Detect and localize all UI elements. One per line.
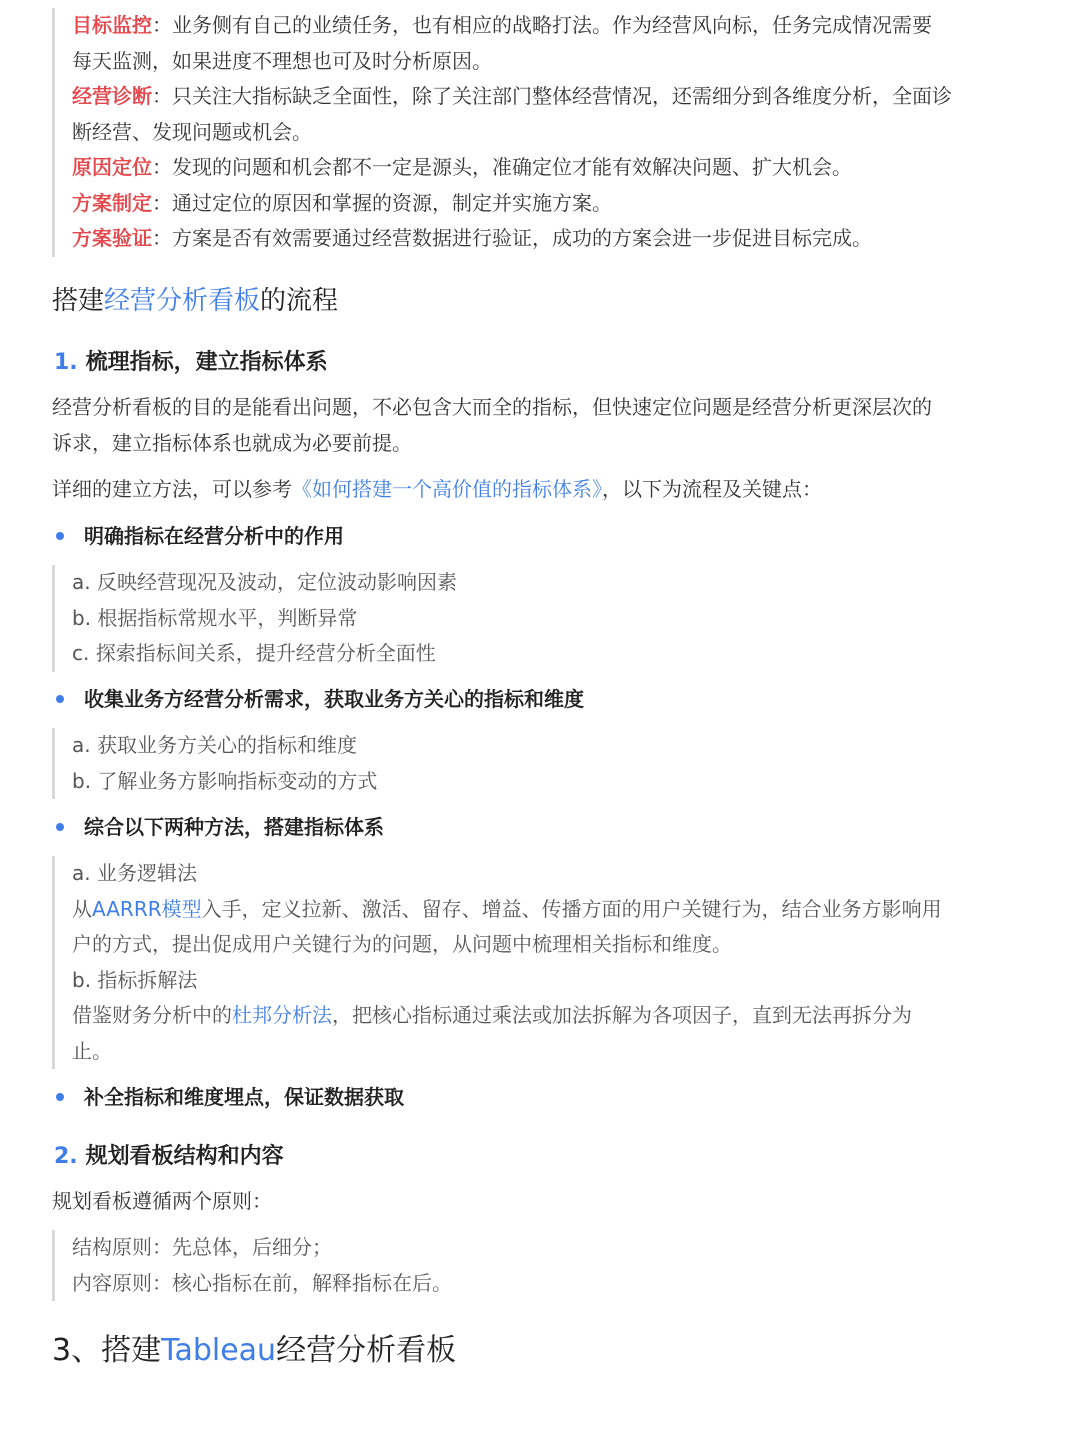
aarrr-model-link[interactable]: AARRR模型: [92, 896, 202, 921]
metric-system-article-link[interactable]: 《如何搭建一个高价值的指标体系》: [292, 477, 602, 501]
list-item: b. 根据指标常规水平，判断异常: [72, 605, 358, 630]
method-b-title: b. 指标拆解法: [72, 967, 198, 992]
tableau-link[interactable]: Tableau: [161, 1333, 277, 1368]
section-title-link[interactable]: 经营分析看板: [104, 286, 261, 316]
method-a-line: 从AARRR模型入手，定义拉新、激活、留存、增益、传播方面的用户关键行为，结合业务方影响用: [72, 896, 942, 921]
bullet3-quote: [52, 856, 1052, 1069]
step2-heading: 2. 规划看板结构和内容: [54, 1144, 284, 1169]
section-title: 搭建经营分析看板的流程: [52, 286, 339, 316]
bullet1-quote: [52, 565, 1052, 672]
method-a-line: 户的方式，提出促成用户关键行为的问题，从问题中梳理相关指标和维度。: [72, 932, 732, 956]
label-plan-making: 方案制定: [72, 190, 152, 215]
step3-heading: 3、搭建Tableau经营分析看板: [52, 1333, 457, 1368]
bullet-dot-icon: [56, 532, 64, 540]
intro-line: 原因定位：发现的问题和机会都不一定是源头，准确定位才能有效解决问题、扩大机会。: [72, 155, 852, 179]
intro-line: 经营诊断：只关注大指标缺乏全面性，除了关注部门整体经营情况，还需细分到各维度分析，全面诊: [72, 84, 952, 108]
bullet-item: 综合以下两种方法，搭建指标体系: [56, 812, 384, 842]
list-item: b. 了解业务方影响指标变动的方式: [72, 768, 378, 793]
dupont-analysis-link[interactable]: 杜邦分析法: [232, 1003, 332, 1027]
bullet-item: 明确指标在经营分析中的作用: [56, 521, 344, 551]
step2-paragraph: 规划看板遵循两个原则：: [52, 1189, 272, 1213]
list-item: c. 探索指标间关系，提升经营分析全面性: [72, 641, 436, 665]
bullet-item: 收集业务方经营分析需求，获取业务方关心的指标和维度: [56, 684, 584, 714]
bullet-dot-icon: [56, 695, 64, 703]
list-item: a. 获取业务方关心的指标和维度: [72, 733, 357, 757]
step1-heading: 1. 梳理指标，建立指标体系: [54, 350, 328, 375]
label-target-monitoring: 目标监控: [72, 13, 152, 37]
step2-number: 2.: [54, 1144, 78, 1169]
label-business-diagnosis: 经营诊断: [72, 84, 152, 108]
intro-line: 方案验证：方案是否有效需要通过经营数据进行验证，成功的方案会进一步促进目标完成。: [72, 226, 872, 250]
list-item: a. 反映经营现况及波动，定位波动影响因素: [72, 570, 457, 594]
method-b-line: 止。: [72, 1038, 112, 1063]
method-b-line: 借鉴财务分析中的杜邦分析法，把核心指标通过乘法或加法拆解为各项因子，直到无法再拆分为: [72, 1003, 912, 1027]
label-cause-location: 原因定位: [72, 155, 152, 179]
step1-number: 1.: [54, 350, 78, 375]
step1-reference-paragraph: 详细的建立方法，可以参考《如何搭建一个高价值的指标体系》，以下为流程及关键点：: [52, 477, 822, 501]
bullet-dot-icon: [56, 1093, 64, 1101]
bullet-item: 补全指标和维度埋点，保证数据获取: [56, 1082, 404, 1112]
intro-blockquote: [52, 8, 1052, 257]
list-item: 结构原则：先总体，后细分；: [72, 1235, 332, 1259]
intro-line: 方案制定：通过定位的原因和掌握的资源，制定并实施方案。: [72, 190, 612, 215]
list-item: 内容原则：核心指标在前，解释指标在后。: [72, 1270, 452, 1295]
label-plan-verification: 方案验证: [72, 226, 152, 250]
bullet-dot-icon: [56, 823, 64, 831]
method-a-title: a. 业务逻辑法: [72, 861, 197, 885]
intro-line: 每天监测，如果进度不理想也可及时分析原因。: [72, 48, 492, 73]
step1-paragraph: 经营分析看板的目的是能看出问题，不必包含大而全的指标，但快速定位问题是经营分析更深层次的 诉求，建立指标体系也就成为必要前提。: [52, 395, 932, 455]
step2-quote: [52, 1230, 1052, 1301]
intro-line: 目标监控：业务侧有自己的业绩任务，也有相应的战略打法。作为经营风向标，任务完成情况需要: [72, 13, 932, 37]
intro-line: 断经营、发现问题或机会。: [72, 119, 312, 144]
bullet2-quote: [52, 728, 1052, 799]
